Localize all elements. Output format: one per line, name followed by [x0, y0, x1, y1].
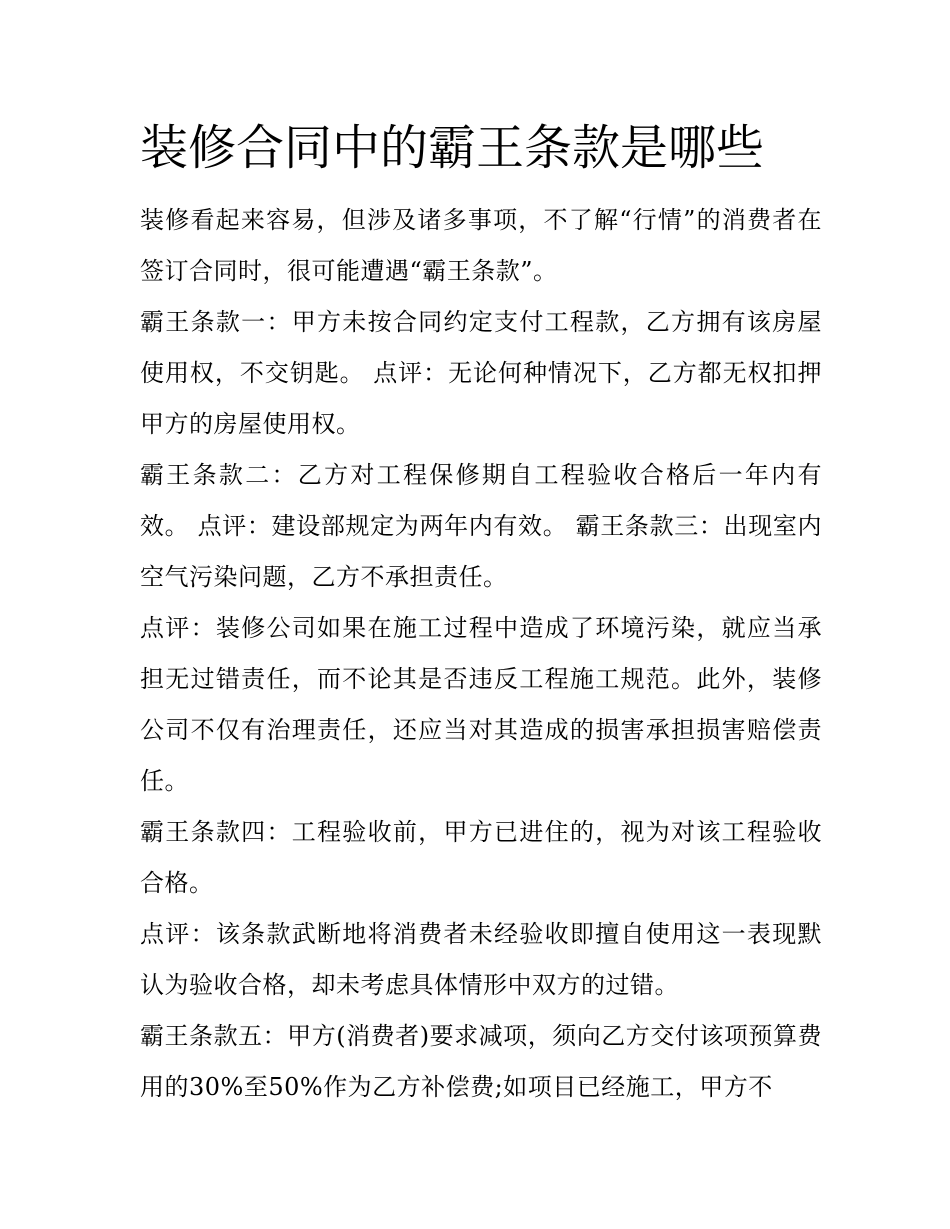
paragraph-comment-3: 点评：装修公司如果在施工过程中造成了环境污染，就应当承担无过错责任，而不论其是否违反工程施工规范。此外，装修公司不仅有治理责任，还应当对其造成的损害承担损害赔偿责任。 [140, 614, 822, 795]
paragraph-intro: 装修看起来容易，但涉及诸多事项，不了解“行情”的消费者在签订合同时，很可能遭遇“霸王条款”。 [140, 206, 822, 285]
paragraph-comment-4: 点评：该条款武断地将消费者未经验收即擅自使用这一表现默认为验收合格，却未考虑具体情形中双方的过错。 [140, 920, 822, 999]
document-body [140, 195, 822, 1113]
paragraph-clause-4: 霸王条款四：工程验收前，甲方已进住的，视为对该工程验收合格。 [140, 818, 822, 897]
document-title: 装修合同中的霸王条款是哪些 [140, 120, 765, 176]
paragraph-clause-2-3: 霸王条款二：乙方对工程保修期自工程验收合格后一年内有效。 点评：建设部规定为两年内有效。 霸王条款三：出现室内空气污染问题，乙方不承担责任。 [140, 461, 822, 591]
paragraph-clause-5: 霸王条款五：甲方(消费者)要求减项，须向乙方交付该项预算费用的30%至50%作为乙方补偿费;如项目已经施工，甲方不 [140, 1022, 822, 1101]
paragraph-clause-1: 霸王条款一：甲方未按合同约定支付工程款，乙方拥有该房屋使用权，不交钥匙。 点评：无论何种情况下，乙方都无权扣押甲方的房屋使用权。 [140, 308, 822, 438]
